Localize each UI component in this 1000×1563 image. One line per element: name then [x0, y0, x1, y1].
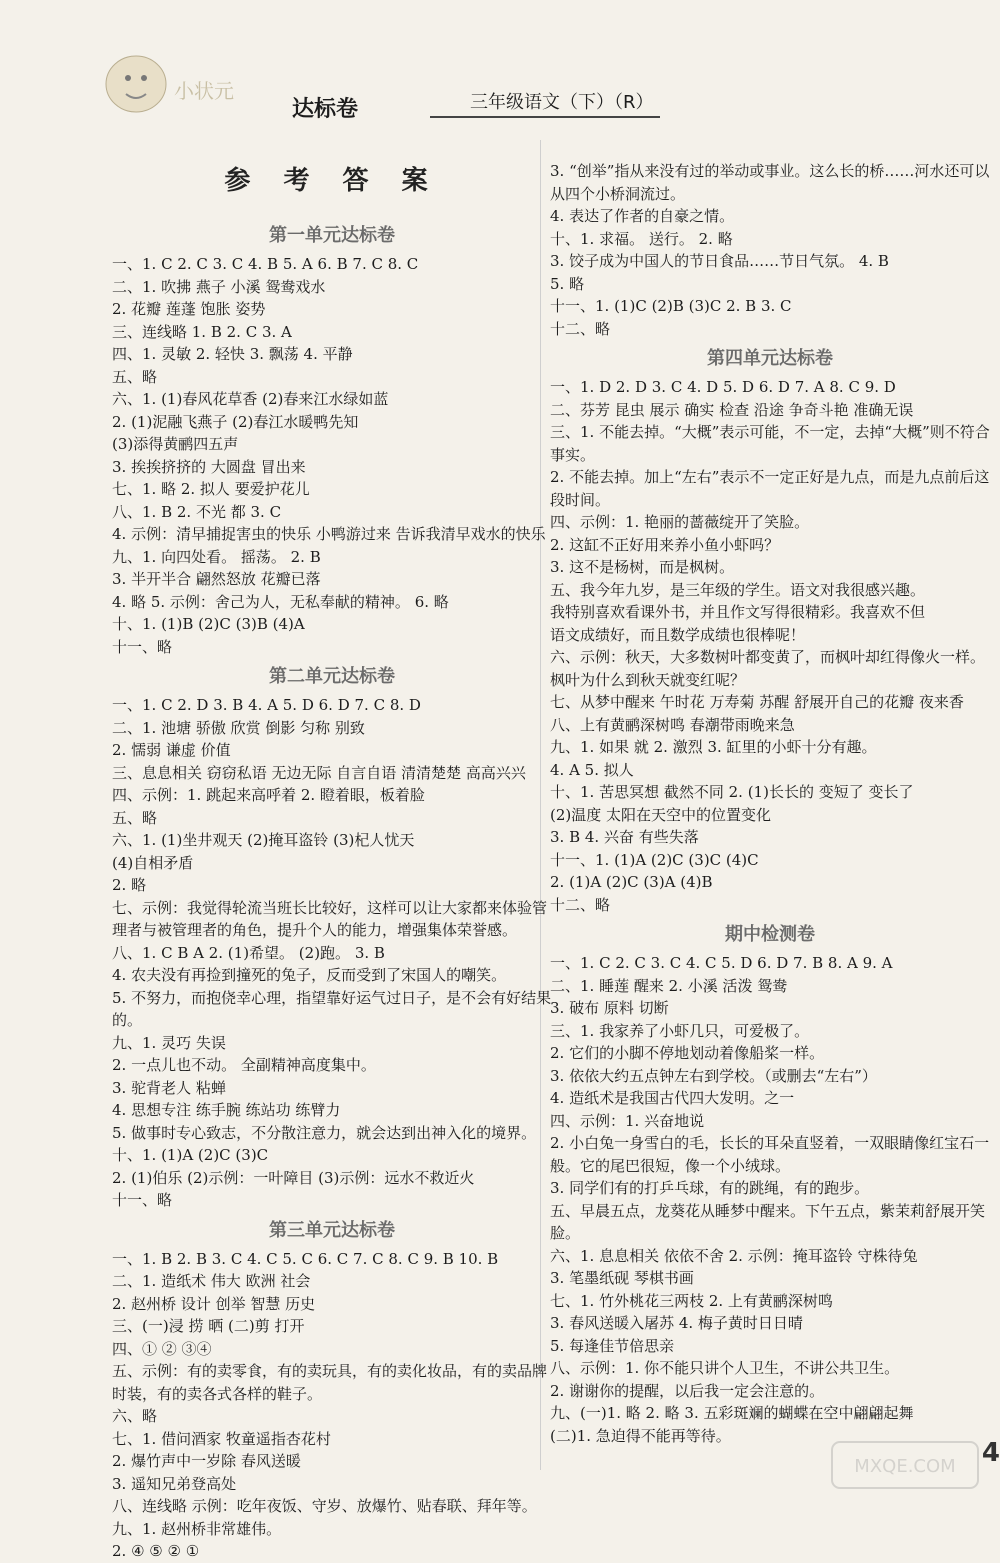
section-title: 第一单元达标卷	[269, 225, 395, 246]
answer-line: 2. 赵州桥 设计 创举 智慧 历史	[112, 1294, 316, 1313]
answer-line: 十、1. (1)A (2)C (3)C	[112, 1146, 269, 1164]
answer-line: 六、略	[112, 1407, 158, 1425]
answer-line: 2. (1)伯乐 (2)示例：一叶障目 (3)示例：远水不救近火	[112, 1168, 475, 1187]
answer-line: 三、息息相关 窃窃私语 无边无际 自言自语 清清楚楚 高高兴兴	[112, 763, 526, 782]
section-title: 第三单元达标卷	[269, 1219, 395, 1241]
answer-line: 二、1. 池塘 骄傲 欣赏 倒影 匀称 别致	[112, 718, 365, 737]
answer-line: 五、略	[112, 367, 158, 386]
section-title: 第四单元达标卷	[707, 348, 833, 369]
answer-line: 四、示例：1. 兴奋地说	[550, 1111, 705, 1130]
answer-line: 3. 依依大约五点钟左右到学校。（或删去“左右”）	[550, 1066, 877, 1085]
answer-line: 九、1. 赵州桥非常雄伟。	[112, 1519, 282, 1538]
answer-line: 十二、略	[550, 895, 611, 914]
answer-line: 3. 笔墨纸砚 琴棋书画	[550, 1269, 694, 1287]
answer-line: 六、1. (1)坐井观天 (2)掩耳盗铃 (3)杞人忧天	[112, 831, 415, 849]
answer-line: 2. 这缸不正好用来养小鱼小虾吗？	[550, 535, 780, 554]
answer-line: 2. 花瓣 莲蓬 饱胀 姿势	[112, 300, 266, 318]
watermark-logo-icon	[830, 1440, 980, 1490]
answer-line: 5. 略	[550, 274, 585, 293]
answer-line: 六、1. (1)春风花草香 (2)春来江水绿如蓝	[112, 390, 389, 408]
page-number: 4	[981, 1438, 1000, 1468]
answer-line: 七、1. 略 2. 拟人 要爱护花儿	[112, 480, 310, 498]
answer-line: 九、1. 如果 就 2. 激烈 3. 缸里的小虾十分有趣。	[550, 738, 877, 756]
answer-line: 2. 略	[112, 876, 147, 894]
section-title: 第二单元达标卷	[269, 666, 395, 687]
svg-text:MXQE.COM: MXQE.COM	[854, 1456, 956, 1477]
answer-line: 九、1. 向四处看。 摇荡。 2. B	[112, 547, 321, 566]
answer-line: 3. 挨挨挤挤的 大圆盘 冒出来	[112, 457, 306, 476]
answer-line: 2. (1)泥融飞燕子 (2)春江水暖鸭先知	[112, 412, 359, 431]
answer-line: 七、示例：我觉得轮流当班长比较好，这样可以让大家都来体验管理者与被管理者的角色，提升个人的能力，增强集体荣誉感。	[112, 898, 548, 939]
answer-line: 4. 示例：清早捕捉害虫的快乐 小鸭游过来 告诉我清早戏水的快乐	[112, 525, 546, 543]
answer-line: 4. A 5. 拟人	[550, 760, 634, 779]
answer-line: 九、1. 灵巧 失误	[112, 1033, 226, 1052]
answer-line: 八、1. C B A 2. (1)希望。 (2)跑。 3. B	[112, 943, 385, 962]
answer-line: 四、1. 灵敏 2. 轻快 3. 飘荡 4. 平静	[112, 345, 353, 363]
answer-line: 三、1. 我家养了小虾几只，可爱极了。	[550, 1021, 810, 1040]
answer-line: 一、1. C 2. D 3. B 4. A 5. D 6. D 7. C 8. D	[112, 696, 421, 714]
answer-line: 十一、略	[112, 637, 173, 656]
page-header	[0, 0, 1000, 140]
answer-line: 3. 半开半合 翩然怒放 花瓣已落	[112, 570, 321, 588]
answer-line: 2. ④ ⑤ ② ①	[112, 1542, 200, 1560]
answer-line: 三、连线略 1. B 2. C 3. A	[112, 322, 292, 341]
answer-line: 3. 同学们有的打乒乓球，有的跳绳，有的跑步。	[550, 1179, 870, 1197]
answer-line: 语文成绩好，而且数学成绩也很棒呢！	[550, 625, 806, 644]
answer-line: 2. 小白兔一身雪白的毛，长长的耳朵直竖着，一双眼睛像红宝石一般。它的尾巴很短，像一个小绒球。	[550, 1134, 990, 1175]
answer-line: 4. 农夫没有再捡到撞死的兔子，反而受到了宋国人的嘲笑。	[112, 966, 507, 984]
answer-line: 3. “创举”指从来没有过的举动或事业。这么长的桥……河水还可以从四个小桥洞流过。	[550, 162, 990, 203]
answer-line: 六、1. 息息相关 依依不舍 2. 示例：掩耳盗铃 守株待兔	[550, 1246, 918, 1265]
grade-label: 三年级语文（下）（R）	[470, 92, 654, 113]
answer-line: 3. 破布 原料 切断	[550, 999, 669, 1017]
answer-line: 九、(一)1. 略 2. 略 3. 五彩斑斓的蝴蝶在空中翩翩起舞	[550, 1404, 914, 1422]
answer-line: 二、1. 睡莲 醒来 2. 小溪 活泼 鸳鸯	[550, 976, 788, 995]
answer-line: 五、略	[112, 808, 158, 827]
answer-line: 三、1. 不能去掉。“大概”表示可能，不一定，去掉“大概”则不符合事实。	[550, 423, 990, 464]
answer-line: 五、示例：有的卖零食，有的卖玩具，有的卖化妆品，有的卖品牌时装，有的卖各式各样的鞋子。	[112, 1362, 548, 1403]
answer-line: 六、示例：秋天，大多数树叶都变黄了，而枫叶却红得像火一样。枫叶为什么到秋天就变红呢？	[550, 648, 986, 689]
answer-line: 一、1. B 2. B 3. C 4. C 5. C 6. C 7. C 8. C 9. B 10. B	[112, 1249, 499, 1268]
answer-line: 2. (1)A (2)C (3)A (4)B	[550, 873, 713, 891]
answer-line: 十、1. 苦思冥想 截然不同 2. (1)长长的 变短了 变长了	[550, 783, 914, 801]
answer-line: 5. 不努力，而抱侥幸心理，指望靠好运气过日子，是不会有好结果的。	[112, 988, 552, 1029]
answer-line: 十、1. 求福。 送行。 2. 略	[550, 229, 733, 248]
answer-line: 2. 一点儿也不动。 全副精神高度集中。	[112, 1056, 376, 1074]
answer-line: 4. 表达了作者的自豪之情。	[550, 207, 735, 225]
cartoon-mascot-icon	[96, 24, 256, 124]
answer-line: 七、1. 竹外桃花三两枝 2. 上有黄鹂深树鸣	[550, 1291, 833, 1310]
answer-line: 4. 思想专注 练手腕 练站功 练臂力	[112, 1101, 341, 1119]
answer-line: 十二、略	[550, 319, 611, 338]
answer-line: 3. 遥知兄弟登高处	[112, 1474, 237, 1493]
answer-line: 3. 这不是杨树，而是枫树。	[550, 558, 735, 576]
answer-line: 四、① ② ③④	[112, 1339, 212, 1358]
answer-line: 二、1. 造纸术 伟大 欧洲 社会	[112, 1272, 311, 1290]
answer-line: 十一、1. (1)A (2)C (3)C (4)C	[550, 850, 759, 869]
answer-line: 5. 每逢佳节倍思亲	[550, 1336, 675, 1355]
answer-line: 三、(一)浸 捞 晒 (二)剪 打开	[112, 1317, 305, 1335]
answer-line: 2. 不能去掉。加上“左右”表示不一定正好是九点，而是九点前后这段时间。	[550, 468, 990, 509]
answer-line: 5. 做事时专心致志，不分散注意力，就会达到出神入化的境界。	[112, 1123, 537, 1142]
answer-line: 一、1. C 2. C 3. C 4. B 5. A 6. B 7. C 8. C	[112, 255, 419, 273]
brand-label: 达标卷	[292, 97, 359, 122]
answer-line: 十、1. (1)B (2)C (3)B (4)A	[112, 615, 305, 633]
answer-line: 4. 略 5. 示例：舍己为人，无私奉献的精神。 6. 略	[112, 592, 449, 611]
page-title: 参 考 答 案	[224, 166, 440, 196]
answer-line: 2. 它们的小脚不停地划动着像船桨一样。	[550, 1044, 825, 1062]
header-rule	[430, 116, 660, 118]
answer-line: (二)1. 急迫得不能再等待。	[550, 1426, 731, 1445]
answer-line: 2. 爆竹声中一岁除 春风送暖	[112, 1452, 301, 1470]
answer-line: 十一、略	[112, 1191, 173, 1209]
answer-line: 五、我今年九岁，是三年级的学生。语文对我很感兴趣。	[550, 580, 926, 599]
answer-line: 3. 春风送暖入屠苏 4. 梅子黄时日日晴	[550, 1314, 803, 1332]
answer-line: 四、示例：1. 跳起来高呼着 2. 瞪着眼，板着脸	[112, 786, 425, 804]
answer-line: 3. 饺子成为中国人的节日食品……节日气氛。 4. B	[550, 252, 889, 270]
answer-line: 二、1. 吹拂 燕子 小溪 鸳鸯戏水	[112, 277, 326, 296]
answer-line: 2. 谢谢你的提醒，以后我一定会注意的。	[550, 1381, 825, 1400]
answer-line: 2. 懦弱 谦虚 价值	[112, 741, 231, 759]
answer-line: 3. B 4. 兴奋 有些失落	[550, 828, 699, 846]
answer-line: 八、上有黄鹂深树鸣 春潮带雨晚来急	[550, 715, 795, 734]
answer-line: 3. 驼背老人 粘蝉	[112, 1078, 226, 1097]
answer-line: 我特别喜欢看课外书，并且作文写得很精彩。我喜欢不但	[550, 603, 926, 621]
answer-line: 四、示例：1. 艳丽的蔷薇绽开了笑脸。	[550, 513, 810, 531]
left-column	[112, 160, 552, 1563]
answer-line: 七、1. 借问酒家 牧童遥指杏花村	[112, 1429, 331, 1448]
answer-line: 八、连线略 示例：吃年夜饭、守岁、放爆竹、贴春联、拜年等。	[112, 1497, 537, 1515]
answer-line: 七、从梦中醒来 午时花 万寿菊 苏醒 舒展开自己的花瓣 夜来香	[550, 693, 964, 711]
answer-line: (2)温度 太阳在天空中的位置变化	[550, 805, 772, 824]
answer-line: 五、早晨五点，龙葵花从睡梦中醒来。下午五点，紫茉莉舒展开笑脸。	[550, 1201, 986, 1242]
answer-line: 4. 造纸术是我国古代四大发明。之一	[550, 1089, 795, 1107]
answer-line: 十一、1. (1)C (2)B (3)C 2. B 3. C	[550, 297, 792, 315]
right-column	[550, 160, 990, 1447]
answer-line: (4)自相矛盾	[112, 853, 194, 872]
answer-line: 二、芬芳 昆虫 展示 确实 检查 沿途 争奇斗艳 准确无误	[550, 400, 914, 419]
answer-line: 八、示例：1. 你不能只讲个人卫生，不讲公共卫生。	[550, 1359, 900, 1377]
section-title: 期中检测卷	[725, 924, 815, 945]
svg-text:小状元: 小状元	[174, 79, 234, 103]
answer-line: (3)添得黄鹂四五声	[112, 435, 239, 453]
answer-line: 八、1. B 2. 不光 都 3. C	[112, 502, 282, 521]
answer-line: 一、1. D 2. D 3. C 4. D 5. D 6. D 7. A 8. C 9. D	[550, 378, 896, 396]
answer-line: 一、1. C 2. C 3. C 4. C 5. D 6. D 7. B 8. A 9. A	[550, 954, 893, 972]
